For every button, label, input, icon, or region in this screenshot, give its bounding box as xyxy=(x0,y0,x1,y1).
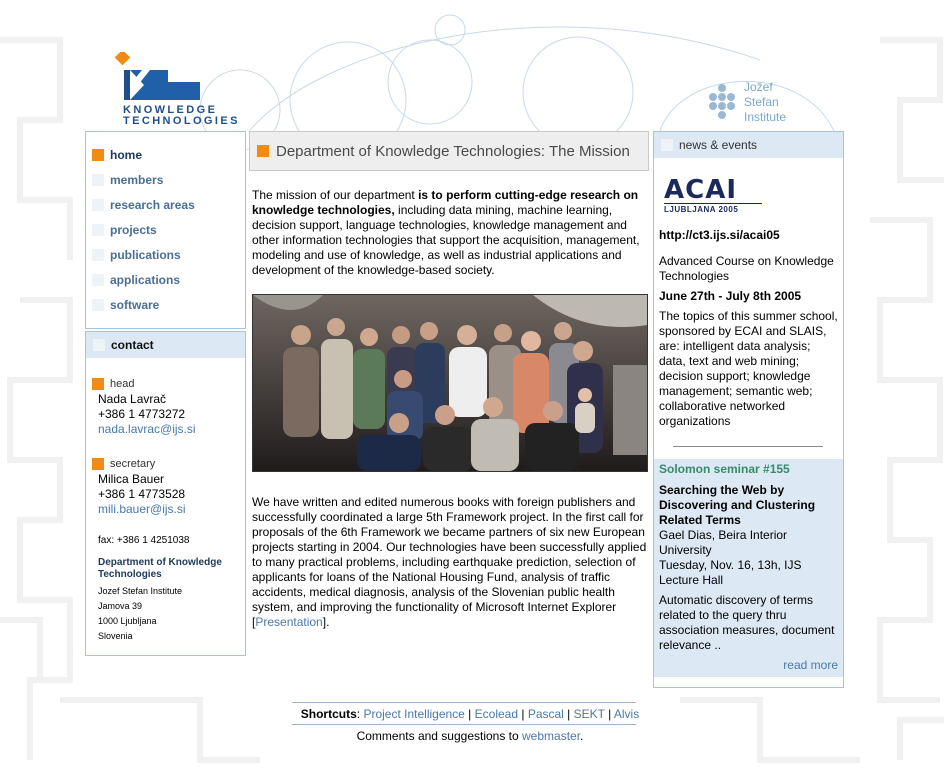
head-name: Nada Lavrač xyxy=(98,392,167,406)
address-line3: 1000 Ljubljana xyxy=(98,616,157,626)
jsi-dots-icon xyxy=(705,80,741,126)
nav-bullet-icon xyxy=(92,199,104,211)
logo-text-line2: TECHNOLOGIES xyxy=(123,115,240,127)
nav-label: home xyxy=(110,148,143,162)
footer-comments xyxy=(240,729,700,743)
course-title: Advanced Course on Knowledge Technologies xyxy=(659,254,834,283)
head-phone: +386 1 4773272 xyxy=(98,407,186,421)
secretary-name: Milica Bauer xyxy=(98,472,165,486)
webmaster-link[interactable]: webmaster xyxy=(522,729,581,743)
nav-label: applications xyxy=(110,273,181,287)
nav-bullet-icon xyxy=(92,149,104,161)
acai-logo-text: ACAI xyxy=(664,175,737,205)
institute-line3: Institute xyxy=(744,110,787,124)
nav-bullet-icon xyxy=(92,249,104,261)
comments-end: . xyxy=(580,729,584,743)
contact-title: contact xyxy=(111,338,154,352)
news-header xyxy=(654,132,843,158)
footer-shortcuts: Shortcuts: Project Intelligence | Ecolead | Pascal | SEKT | Alvis xyxy=(300,707,640,721)
nav-label: members xyxy=(110,173,164,187)
institute-line1: Jožef xyxy=(744,80,773,94)
nav-item-applications[interactable] xyxy=(92,270,180,290)
contact-panel xyxy=(85,331,246,656)
shortcut-alvis-link[interactable]: Alvis xyxy=(613,707,640,721)
jozef-stefan-institute-logo[interactable] xyxy=(705,80,815,130)
mission-paragraph xyxy=(252,188,648,278)
secretary-phone: +386 1 4773528 xyxy=(98,487,186,501)
mission-text-pre: The mission of our department xyxy=(252,188,419,202)
dept-name-line1: Department of Knowledge xyxy=(98,557,222,568)
nav-item-software[interactable] xyxy=(92,295,159,315)
team-photo-illustration xyxy=(253,295,647,471)
achievements-text: We have written and edited numerous books with foreign publishers and successfully coordinated a large 5th Framework project. In the first call for proposals of the 6th Framework we became partners of six new European projects starting in 2004. Our technologies have been successfully applied to many practical problems, including earthquake prediction, selection of applicants for loans of the National Housing Fund, analysis of traffic accidents, medical diagnosis, analysis of the Slovenian public health system, and improving the functionality of Microsoft Internet Explorer [ xyxy=(252,495,647,629)
page-title: Department of Knowledge Technologies: The Mission xyxy=(276,142,630,160)
news-divider xyxy=(673,446,823,447)
contact-header xyxy=(86,332,245,358)
dept-name-line2: Technologies xyxy=(98,569,162,580)
secretary-bullet-icon xyxy=(92,458,104,470)
title-bullet-icon xyxy=(257,145,269,157)
news-title: news & events xyxy=(679,138,758,152)
achievements-paragraph xyxy=(252,495,648,630)
nav-item-publications[interactable] xyxy=(92,245,181,265)
page-title-bar xyxy=(249,131,649,171)
shortcut-pascal-link[interactable]: Pascal xyxy=(527,707,564,721)
nav-bullet-icon xyxy=(92,224,104,236)
nav-item-research-areas[interactable] xyxy=(92,195,195,215)
shortcut-project-intelligence-link[interactable]: Project Intelligence xyxy=(363,707,465,721)
contact-bullet-icon xyxy=(93,339,105,351)
course-dates: June 27th - July 8th 2005 xyxy=(659,289,802,303)
address-line2: Jamova 39 xyxy=(98,601,143,611)
team-group-photo xyxy=(252,294,648,472)
nav-item-projects[interactable] xyxy=(92,220,157,240)
logo-text-line1: KNOWLEDGE xyxy=(123,104,218,116)
secretary-email-link[interactable]: mili.bauer@ijs.si xyxy=(98,502,186,516)
news-events-panel xyxy=(653,131,844,688)
seminar-title[interactable]: Solomon seminar #155 xyxy=(659,462,790,476)
nav-item-home[interactable] xyxy=(92,145,142,165)
shortcut-ecolead-link[interactable]: Ecolead xyxy=(474,707,519,721)
secretary-role xyxy=(92,458,155,470)
nav-label: publications xyxy=(110,248,181,262)
nav-bullet-icon xyxy=(92,299,104,311)
presentation-link[interactable]: Presentation xyxy=(255,615,323,629)
nav-label: software xyxy=(110,298,160,312)
mission-text-post: including data mining, machine learning, decision support, language technologies, knowledge management and other information technologies that support the acquisition, management, modeling and use of knowledge, as well as industrial applications and development of the knowledge-based society. xyxy=(252,203,640,277)
head-bullet-icon xyxy=(92,378,104,390)
institute-line2: Stefan xyxy=(744,95,779,109)
secretary-role-label: secretary xyxy=(110,458,156,470)
seminar-panel xyxy=(654,459,843,677)
seminar-time-place: Tuesday, Nov. 16, 13h, IJS Lecture Hall xyxy=(659,558,802,587)
footer-bottom-rule xyxy=(292,724,636,725)
footer-top-rule xyxy=(292,702,636,703)
knowledge-technologies-logo[interactable] xyxy=(108,52,268,132)
shortcuts-colon: : xyxy=(356,707,364,721)
fax-number: fax: +386 1 4251038 xyxy=(98,535,190,546)
read-more-link[interactable]: read more xyxy=(783,658,838,672)
head-role xyxy=(92,378,134,390)
seminar-speaker: Gael Dias, Beira Interior University xyxy=(659,528,788,557)
course-description: The topics of this summer school, sponsored by ECAI and SLAIS, are: intelligent data analysis; data, text and web mining; decision support; knowledge management; semantic web; collaborative networked organizations xyxy=(659,309,838,428)
nav-item-members[interactable] xyxy=(92,170,163,190)
achievements-text-end: ]. xyxy=(322,615,330,629)
head-email-link[interactable]: nada.lavrac@ijs.si xyxy=(98,422,196,436)
seminar-description: Automatic discovery of terms related to the query thru association measures, document relevance .. xyxy=(659,593,835,652)
shortcut-sekt-link[interactable]: SEKT xyxy=(573,707,605,721)
main-navigation xyxy=(85,131,246,329)
nav-label: research areas xyxy=(110,198,195,212)
nav-bullet-icon xyxy=(92,174,104,186)
head-role-label: head xyxy=(110,378,135,390)
acai-logo[interactable] xyxy=(664,177,762,223)
news-bullet-icon xyxy=(661,139,673,151)
acai-website-link[interactable]: http://ct3.ijs.si/acai05 xyxy=(659,228,780,242)
acai-logo-subtitle: LJUBLJANA 2005 xyxy=(664,203,762,215)
address-line1: Jozef Stefan Institute xyxy=(98,586,183,596)
address-line4: Slovenia xyxy=(98,631,133,641)
nav-label: projects xyxy=(110,223,157,237)
seminar-talk-title: Searching the Web by Discovering and Clustering Related Terms xyxy=(659,483,816,527)
comments-text: Comments and suggestions to xyxy=(356,729,523,743)
shortcuts-label: Shortcuts xyxy=(300,707,357,721)
nav-bullet-icon xyxy=(92,274,104,286)
mission-text-bold: is to perform cutting-edge research on knowledge technologies, xyxy=(252,188,639,217)
